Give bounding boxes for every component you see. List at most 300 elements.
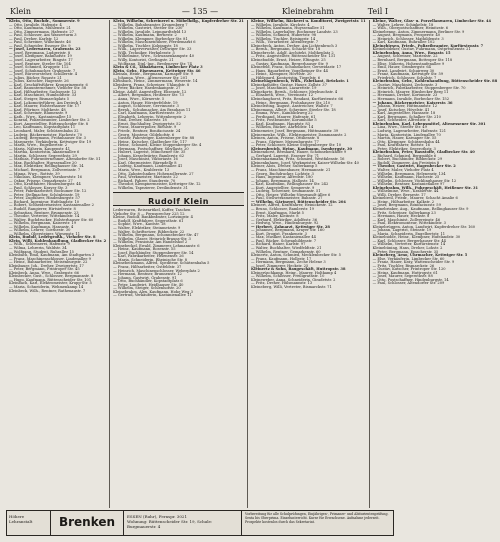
directory-entry: — Wilhelmine, Wwe., Krablerstr. 44 (372, 189, 439, 194)
directory-entry: — Wilhelm, Invalide, Kirchstr. 4 (250, 22, 310, 27)
directory-entry: Kleinehagenbrock, Wilh., Fabrikant, Brückstr. 1 (250, 79, 349, 84)
directory-entry: — Ludwig, Bäckermeister, Hachestr. 70 (9, 132, 83, 137)
directory-entry: — Josef, Lederwaren, Grabenstr. 23 (9, 47, 81, 52)
directory-entry: Kleinemenke, Wilh., Elektromeister, Dammannstr. 2 (250, 132, 347, 137)
directory-entry: — Wilhelm, Vertreter, Kurfürstenstr. 14 (372, 242, 446, 247)
directory-entry: — Rudolf, Zimmerer, Am Freistein 8 (372, 160, 440, 165)
directory-entry: — Sophie, Wwe., Kantstr. 18 (113, 222, 166, 227)
directory-entry: — Heinr., Schmied, Kleine Stoppenberger Str. 4 (113, 143, 202, 148)
ad-brand-name: Brenken (51, 511, 124, 535)
ad-fine-print: Vorbereitung für alle Schulprüfungen, Einjährigen-, Primaner- und Abiturientenprüfung. Sexta bis Oberprima. Einzelunterricht. Kurse für Erwachsene. Aufnahme jederzeit. Prospekte kostenlos durch das Sekretariat. (245, 512, 389, 524)
directory-entry: Kleinemann, Albert, Schreiner, Steeler Str. 18 (250, 107, 336, 112)
directory-entry: Kleine, Rudolf, Bankbeamter, Lortzingstr. 4 (113, 215, 193, 220)
directory-entry: — Maria, Näherin, Kaupenstr. 41 (9, 146, 71, 151)
directory-entry: — Mathias, Fuhrunternehmer, Altendorfer Str. 51 (9, 157, 101, 162)
directory-entry: — Julius, Bäcker, Rosastr. 21 (9, 75, 62, 80)
directory-entry: — Johanna, Wwe., Altenessener Str. 201 (113, 75, 188, 80)
directory-entry: — Karl, Maurer, Holsterhauser Str. 17 (9, 104, 80, 109)
directory-entry: — Peter, Landwirt, Heidhauser Str. 40 (113, 282, 184, 287)
directory-entry: — Gustav, Maschinist, Zechenstr. 3 (372, 82, 438, 87)
directory-entry: — Karl, Bauunternehmer, Viehofer Str. 58 (9, 86, 87, 91)
directory-entry: — Gustav, Kaufmann, Bergerhauser Str. 9 (250, 61, 328, 66)
directory-entry: — Ludwig, Bergmann, Frohnhauser Str. 3 (9, 136, 86, 141)
directory-entry: Kleinert, Alfred, Kraftfahrer, Heinickestr. 12 (250, 203, 333, 208)
directory-entry: Viehofer Str. 8 — Fernsprecher 225 12 (113, 211, 185, 216)
directory-entry: Kleinbecker, Gust., Schlosser, Bergmannstr. 8 (9, 274, 94, 279)
directory-entry: — Hans, Bauarbeiter, Vogelheimer Str. 44 (250, 68, 328, 73)
directory-entry: — Fritz, Angestellter, Rüttenscheider Str. 131 (250, 54, 336, 59)
directory-entry: — Josef, Buchbinder, Stoppenberger Str. 14 (113, 250, 194, 255)
directory-entry: — Wilh., Schreinerei, Hafenstr. 9 (9, 242, 70, 247)
directory-entry: — Hermann, Postschaffner, Sibyllastr. 20 (113, 146, 189, 151)
directory-entry: — Otto, Heizer, Wilhelm-Nieswandt-Allee 6 (250, 192, 331, 197)
directory-entry: — Heinr., Bergmann, Frohnhauser Str. 210 (250, 100, 331, 105)
directory-entry: — Wilhelm, Rentner, Gemarkenstr. 60 (250, 249, 321, 254)
directory-entry: — Rudolf, Kraftfahrer, Segerothstr. 61 (113, 218, 184, 223)
directory-entry: — Fritz, Postbeamter, Korumhöhe 5 (250, 118, 317, 123)
directory-entry: — Gertrud, Verkäuferin, Kastanienallee 11 (113, 293, 192, 298)
directory-entry: Kleinebrecht, Adolf, Architekt, Moltkeplatz 2 (250, 50, 334, 55)
directory-entry: — Josef, Klempner, Bahnhofstr. 19 (9, 54, 72, 59)
directory-entry: — Fritz, Tischler, Bismarckstr. 26 (372, 263, 435, 268)
directory-entry: — Oskar, Friseur, Gemarkenstr. 27 (9, 178, 73, 183)
directory-entry: — Wilhelm, Kaufmann, Hansastr. 4 (9, 224, 74, 229)
directory-entry: — Peter, Bäcker, Haedenkampstr. 27 (113, 86, 181, 91)
directory-entry: — Hermann, Rentner, Brunnenstr. 12 (113, 272, 182, 277)
directory-entry: — Wilhelmine, Wwe., Schwanenkampstr. 40 (113, 54, 195, 59)
directory-entry: — Wilhelm, Rentner, Kastanienallee 97 (372, 182, 445, 187)
directory-entry: — Otto, Invalide, Hafenstr. 4 (9, 22, 62, 27)
directory-entry: — Wilhelm, Lehrer, Goethestr. 30 (9, 228, 71, 233)
directory-entry: — Ludwig, Kaufmann, Lindenallee 41 (113, 164, 183, 169)
directory-entry: — Walter, Buchhalter, Wiedfeldtstr. 21 (250, 246, 322, 250)
directory-entry: — Wilhelm, Kaufmann, Huyssenallee 51 (250, 26, 325, 31)
directory-entry: — Johann, Heizer, Hüttmannstr. 12 (372, 104, 438, 109)
ad-address-line-2: Wohnung: Rüttenscheider Str. 19, Schule: Burgmauerstr. 4 (127, 519, 213, 529)
directory-entry: Kleinertz & Sohn, Baugeschäft, Huttropstr. 38 (250, 267, 346, 272)
directory-entry: — Albert, Bergmann, Heißener Str. 73 (113, 93, 184, 98)
directory-entry: Kleinebenne, Anton, Zimmermann, Berliner Str. 9 (372, 29, 465, 34)
directory-entry: — Leonhard, Maler, Schützenbahn 32 (9, 128, 79, 133)
directory-entry: — Karl, Obermeister, Bärendelle 8 (113, 160, 177, 165)
column-1 (6, 20, 109, 508)
directory-entry: — Richard, Fahrer, Stauderstr. 70 (113, 178, 176, 183)
directory-entry: — Gustav, Kutscher, Frintroper Str. 120 (372, 267, 446, 272)
directory-entry: — Margarete, Verkäuferin, Kettwiger Str. 19 (9, 139, 92, 144)
directory-entry: — Josef, Kutscher, Hövelstr. 41 (372, 107, 430, 112)
directory-entry: Kleinekorte, Bernh., Schlosser, Meybuschstr. 4 (250, 89, 338, 94)
directory-entry: Kleinekathöfer, Gustav, Hauer, Zollstr. 37 (250, 82, 327, 87)
directory-entry: — August, Schlosser, Gervinusstr. 3 (113, 104, 179, 109)
directory-entry: — Wilhelm, Tapezierer, Dreilindenstr. 31 (113, 185, 188, 190)
directory-entry: — Wilhelm, Invalide, Leimgardtsfeld 13 (113, 29, 187, 34)
directory-entry: — Sebastian, Rentner, Brunnenstr. 23 (9, 210, 79, 215)
directory-entry: — Paul, Dreher, Karlstr. 12 (9, 36, 59, 41)
directory-entry: — Karl, Hilfsarbeiter, Sachsenstr. 12 (9, 89, 77, 94)
directory-entry: — Walter, Elektriker, Steinmetzstr. 9 (113, 225, 181, 230)
directory-entry: — Karl, Maschinist, Humboldtstr. 33 (9, 93, 77, 98)
directory-entry: — Wolfgang, Dipl.-Ing., Bredeneyer Str. 74 (113, 61, 192, 66)
header-page-number: — 135 — (181, 7, 219, 16)
directory-entry: — Maria, Wwe., Krablerstr. 13 (113, 167, 170, 172)
header-section: Teil I (367, 7, 388, 16)
directory-entry: — Gustav, Fahrsteiger, Katernberger Str. 88 (113, 136, 195, 141)
directory-entry: — Konrad, Polizeibeamter, Limbecker Str. 2 (9, 118, 90, 123)
directory-entry: — Kurt, Angestellter, Rüttenscheider Str. 8 (9, 121, 89, 126)
directory-entry: Kleinbeck, Anna, Wwe., Grabenstr. 66 (9, 270, 79, 275)
directory-entry: — Heinr., Bahnarbeiter, Meisenburgstr. 22 (9, 260, 88, 265)
directory-entry: — Otto, Klempner, Schützenbahn 44 (372, 139, 440, 144)
directory-entry: Kleinberg, Franz, Schreiner, Uhlandstr. 8 (113, 82, 190, 87)
directory-entry: Kleinenkuhnen, Josef, Werkmeister, Kaiser-Wilhelm-Str. 40 (250, 160, 359, 165)
directory-entry: — Else, Verkäuferin, Limbecker Str. 60 (372, 256, 445, 261)
directory-entry: — Paul, Werkmeister, Martinstr. 22 (113, 175, 178, 180)
directory-entry: — Otto, Kraftfahrer, Hindenburgstr. 44 (9, 182, 81, 187)
directory-entry: Klein, Gebr., Eisenwaren, Kettwiger Str. 46 (113, 68, 201, 73)
directory-entry: — Emil, Hauer, Grimbergstr. 64 (372, 65, 431, 70)
directory-entry: Klein, Rudolf, Ledergroßh., Viehofer Str. 8 (9, 235, 96, 240)
directory-entry: Kleinebeckmann, Alfred, Spediteur, Schützenbahn 5 (113, 261, 210, 266)
directory-entry: — Friedrich, Schlosser, Schulstr. 7 (372, 75, 437, 80)
directory-entry: Kleinebrahm, Alex, Kaufmann, Hohe Weg 3 (113, 289, 193, 294)
directory-entry: — Ludwig, Schreiner, Seumannstr. 51 (250, 189, 321, 194)
directory-entry: — Paul, Schneider, Essener Str. 9 (9, 43, 71, 48)
directory-entry: — Max, Buchhalter, Huyssenallee 20 (9, 160, 77, 165)
directory-entry: — Paul, Schlosser, Altendorfer Str. 209 (372, 281, 445, 286)
directory-entry: — Leo, Kaufmann, Kopstadtplatz 11 (9, 125, 76, 130)
page-header (6, 6, 394, 19)
directory-entry: Kleinefeld, Franz, Schuhmacher, Gerswidastr. 17 (250, 65, 342, 70)
directory-entry: — Hermann, Invalide, Borbecker Str. 152 (372, 97, 450, 102)
directory-entry: — Friedr., Rentner, Bonifaciusstr. 24 (113, 128, 181, 133)
directory-entry: — Kath., Wwe., Kastanienallee 15 (9, 114, 72, 119)
directory-entry: Kleineberg, Arno, Uhrmacher, Kettwiger Str. 5 (372, 253, 468, 258)
directory-entry: — Franz, Hilfsarbeiter, Ostfeldstr. 37 (113, 265, 182, 269)
directory-entry: — Maria, Wwe., Engelbertstr. 2 (9, 143, 68, 148)
directory-entry: — Heinr., Kutscher, Gladbecker Str. 117 (113, 139, 187, 144)
directory-entry: Kleinenhammann, Fritz, Schmied, Westfalenstr. 16 (250, 157, 345, 162)
directory-entry: — Hermann, Bergmann, Zeche Helene 3 (250, 260, 326, 265)
directory-entry: — Fritz, Maler, Kleinstr. 8 (250, 214, 299, 219)
directory-entry: — Karl, Fabrikarbeiter, Helenenstr. 26 (113, 254, 184, 259)
directory-entry: — Heinrich, Schlosser, Mathildenstr. 3 (372, 36, 444, 41)
directory-entry: — Heinr., Hilfsarbeiter, Kalkstr. 2 (372, 199, 435, 204)
directory-entry: — Paul, Schlosser, Krayer Str. 3 (9, 185, 68, 190)
directory-entry: — Wilhelm, Klempner, Borbecker Str. 81 (113, 36, 188, 41)
directory-entry: — Josef, Zimmerer, Heckstr. 25 (250, 263, 309, 268)
directory-entry: — Franz, Kaufmann, Kettwiger Str. 59 (372, 72, 444, 77)
directory-entry: — Johann, Gastwirt, Grabenstr. 91 (113, 275, 177, 280)
directory-entry: Kleinertz, Anton, Schmied, Mecklenbecker Str. 5 (250, 253, 341, 258)
directory-entry: — Willi, Techniker, Herkulesstr. 5 (113, 50, 175, 55)
directory-entry: — Michael, Bergmann, Zollvereinstr. 7 (9, 167, 81, 172)
directory-entry: — Anna, Wwe., Körnerstr. 5 (113, 97, 165, 102)
directory-entry: — Josef, Lagerarbeiter, Ringstr. 17 (9, 58, 73, 63)
directory-entry: Kleinbach, Emil, Kaufmann, Am Stadtgarten 3 (9, 253, 95, 258)
directory-entry: Kleinelanghorst, Fritz, Rendant, Kurfürstenstr. 66 (250, 97, 343, 102)
directory-entry: — Maria, Schneiderin, Engelbertstr. 11 (372, 231, 446, 236)
directory-entry: — Maria, Kontoristin, Lindenallee 70 (372, 132, 441, 137)
directory-entry: — Karl, Schlosser, Bergerhauser Str. 44 (372, 238, 446, 243)
directory-entry: — Martha, Kontoristin, Akazienallee 6 (9, 150, 80, 155)
directory-entry: Kleinenbroich, Heinr., Kaufmann, Isenbergstr. 30 (250, 146, 353, 151)
directory-entry: — Karl, Schneider, Alfredistr. 6 (372, 118, 430, 123)
directory-entry: — Wolfgang, Student, Ruhrallee 15 (9, 249, 74, 254)
directory-entry: Kleiner, Alois, Dreher, Sulterkamp 5 (250, 164, 318, 169)
directory-entry: — Carl, Kaufmann, Kurfürstenstr. 30 (113, 111, 181, 116)
directory-entry: — Otto, Kaufmann, Mühlenstr. 21 (9, 26, 71, 31)
directory-entry: — Wilhelm, Bergmann, Helenenstr. 134 (372, 171, 446, 176)
directory-columns (6, 19, 498, 508)
directory-entry: — Fritz, Dreher, Hülsmannstr. 13 (250, 281, 313, 286)
directory-entry: Kleinebeck, Anton, Dreher, Am Lichtenbruch 3 (250, 43, 338, 48)
directory-entry: Kleinbeck, Wilh., Rentner, Rathenaustr. 7 (9, 288, 86, 293)
directory-entry: — Franz, Kaufmann, Hollestr. 17 (250, 256, 312, 261)
directory-entry: — Heinz, Kaufmann, Huttropstr. 61 (372, 270, 438, 275)
directory-entry: Kleinebreil, Friedr., Maurer, Schacht Amalie 6 (372, 196, 458, 201)
directory-entry: — Franz, Maurerpolier, Riehlstr. 9 (113, 125, 177, 130)
directory-entry: — Johann, Bergmann, Hallostr. 14 (250, 178, 314, 183)
directory-entry: — Walter, Lehrer, Schinkelstr. 18 (372, 22, 434, 27)
directory-entry: — Josef, Bürovorsteher, Schillerstr. 4 (9, 72, 78, 77)
directory-entry: Klein, Wilhelm, Schreinerei u. Möbelhdlg., Kupferdreher Str. 21 (113, 19, 244, 23)
directory-entry: — Heinrich, Maurer, Hinsbecker Berg 11 (372, 89, 449, 94)
directory-entry: — Theodor, Gastwirt, Hagenbecker Str. 2 (372, 164, 456, 169)
directory-entry: — Elisabeth, Lehrerin, Wittenbergstr. 2 (113, 114, 186, 119)
directory-entry: — Herbert, Zahnarzt, Kettwiger Str. 28 (250, 224, 330, 229)
header-left-keyword: Klein (10, 7, 31, 16)
directory-entry: — Lina, Wwe., Steeler Str. 49 (372, 125, 427, 130)
directory-entry: — Otto, Buchhändler, Kopstadtplatz 6 (113, 279, 183, 284)
directory-entry: Kleine, Adolf, Angestellter, Elisenstr. 12 (113, 89, 187, 94)
directory-entry: Klein, Willi, Kohlenhandlung, Gladbecker Str. 2 (9, 238, 107, 243)
directory-entry: Kleineweber, Anna, Schneiderin, Giradetstr. 2 (250, 277, 336, 282)
directory-entry: — Karl, Kaufmann, Ruhrallee 102 (372, 40, 435, 45)
directory-entry: — Peter, Schlosser, Kleine Stoppenberger Str. 10 (250, 143, 342, 148)
directory-entry: — Karl, Geschäftsführer, Kronprinzenstr. 6 (9, 82, 88, 87)
directory-entry: — Gerhard, Elektriker, Adolfsstr. 36 (250, 217, 318, 222)
directory-entry: — Hedwig, Wwe., Hindenburgstr. 92 (250, 221, 319, 226)
directory-entry: — Kurt, Drogist, Frankenstr. 3 (250, 231, 307, 236)
directory-entry: — Nikolaus, Klempner, Varnhorststr. 16 (9, 175, 82, 180)
ad-address (124, 511, 242, 535)
directory-entry: — Anton, Hauer, Hörsterfeldstr. 19 (113, 100, 178, 105)
directory-entry: Kleinebudde, Ernst, Heizer, Eltingstr. 25 (250, 58, 326, 63)
directory-entry: — Peter, Elektriker, Segerothstr. 3 (372, 146, 436, 151)
directory-entry: Kleinebrüggen, Anton, Landwirt, Kupferdreher Str. 160 (372, 224, 476, 229)
directory-entry: — Karl, Angestellter, Hansastr. 18 (372, 111, 436, 116)
directory-entry: — Bernhard, Bergmann, Bottroper Str. 118 (372, 58, 453, 63)
directory-entry: — Wilhelm, Tischler, Beisingstr. 14 (250, 36, 316, 41)
directory-entry: — Fritz, Schreiner, Sulterkamp 23 (372, 210, 436, 215)
directory-entry: — Hermann, Hauer, Heckstr. 8 (372, 214, 430, 219)
directory-entry: — Martin, Schlosser, Segerothstr. 29 (9, 153, 77, 158)
directory-entry: — Johann, Lagerist, Steinstr. 19 (372, 228, 432, 233)
directory-entry: — Josef, Maschinist, Lazarettstr. 19 (250, 86, 317, 91)
directory-entry: Kleinebudde, Heinr., Klempner, Hufelandstr. 30 (372, 235, 461, 240)
directory-entry: — Peter, Fabrikarbeiter, Bochumer Str. 12 (9, 189, 87, 194)
directory-entry: — Hermann, Dreher, Kortumstr. 23 (372, 93, 438, 98)
directory-entry: Kleinebrahm, Gebr., Kohlenhandlung, Rüttenscheider Str. 88 (372, 79, 498, 84)
directory-entry: Kleinbach, Karl, Elektromeister, Krupp-Str. 5 (9, 281, 92, 286)
directory-entry: Lederwaren, Reiseartikel, Koffer, Taschen (113, 208, 191, 213)
ad-school-label (7, 511, 51, 535)
directory-entry: Kleinebrahm, Peter, Baustoffe, Gladbecker Str. 40 (372, 150, 475, 155)
directory-entry: — Elisabeth, Wwe., Vereinsstr. 12 (250, 93, 314, 98)
directory-entry: — Emil, Dreher, Sälzerstr. 18 (113, 118, 167, 123)
directory-entry: — Emma, Wwe., Kamblickweg 22 (250, 111, 313, 116)
directory-entry: — Karl, Lokomotivführer, Am Dreieck 1 (9, 100, 82, 105)
directory-entry: — Otto, Zimmermann, Hafenstr. 27 (9, 29, 74, 34)
directory-entry: — Karl, Maschinist, Zollvereinstr. 46 (372, 217, 441, 222)
directory-entry: — Wilh., Oberpostschaffner, Heinitzstr. 6 (372, 26, 449, 31)
directory-entry: — Ernst, Landwirt, Schuirweg 30 (372, 68, 435, 73)
directory-entry: — Peter, Stellmacher, Schönleinstr. 19 (9, 192, 80, 197)
directory-entry: — Josef, Bergmann, Bonifaciusstr. 59 (372, 203, 441, 208)
directory-entry: — Franz, Maschinenschlosser, Lindenallee 9 (9, 256, 91, 261)
column-2 (109, 20, 247, 508)
directory-entry: — Martin, Hauer, Karnaper Str. 55 (372, 136, 437, 141)
directory-entry: — Elise, Näherin, Hohenstaufenallee 9 (372, 61, 445, 66)
directory-entry: — Franz, Gärtner, Meisenburgstr. 77 (250, 139, 319, 144)
ad-small-line-1: Höhere (9, 514, 25, 519)
directory-entry: — Robert, Buchbinder, Ribbeckstr. 29 (372, 157, 443, 162)
directory-entry: — Walter, Schriftsetzer, Ribbeckstr. 22 (113, 229, 185, 234)
directory-entry: — Ernst, Kaufmann, Markt 5 (250, 210, 304, 215)
directory-entry: — Johann, Kesselwärter, Bamlerstr. 62 (113, 153, 185, 158)
directory-entry: — Paul, Stellwerksmeister, Bahnstr. 27 (250, 196, 323, 201)
directory-entry: — Willi, Dreher, Bernestr. 17 (372, 192, 426, 197)
directory-entry: — Karl, Steiger, Bismarckplatz 5 (9, 97, 70, 102)
directory-entry: Kleinendorst, Bernhard, Hauer, Schonnebeckhöfe 9 (250, 150, 347, 155)
directory-entry: Kleinebiesen, Friedr., Polizeibeamter, Kurfürstenstr. 7 (372, 43, 484, 48)
column-3 (247, 20, 369, 508)
directory-entry: Kleinen, Anton, Friseur, Ottilienstr. 8 (250, 136, 320, 141)
directory-entry: Kleinebrahm, Karl, Lebensmittel, Altenessener Str. 301 (372, 121, 486, 126)
directory-entry: — Karl, Kaufmann, Rellinghauser Str. 242 (250, 182, 329, 187)
directory-entry: — Franz, Maschinenbauer, Hermannstr. 21 (250, 167, 331, 172)
directory-entry: — Josef, Schmied, Kruppstr. 112 (9, 65, 69, 70)
directory-entry: — Wilhelm, Pensionär, Am Handelshof 2 (113, 240, 188, 245)
directory-entry: — Hubert, Lagerist, Münchener Str. 35 (113, 150, 186, 155)
directory-entry: — Paul, Schlosser, Am Wasserturm 3 (9, 33, 77, 38)
directory-entry: — Heinrich, Maschinenschlosser, Weberplatz 2 (113, 268, 200, 273)
directory-entry: — Richard, Ingenieur, Hufelandstr. 10 (9, 199, 80, 204)
directory-entry: — Karl, Schreiner, Blumenstr. 9 (9, 111, 68, 116)
directory-entry: — Richard, Hauer, Karlstr. 97 (250, 242, 306, 247)
directory-entry: — Max, Elektriker, Rellinghauser Str. 14 (9, 164, 84, 169)
directory-entry: — Johann, Bäckermeister, Kaiserstr. 36 (372, 100, 453, 105)
ad-address-line-1: ESSEN (Ruhr), Fernspr. 3021 (127, 514, 187, 519)
directory-entry: — Josef, Rentner, Steeler Str. 104 (9, 61, 71, 66)
directory-entry: Kleinebeckel, Ewald, Zimmerer, Lehmannstr. 6 (113, 243, 200, 248)
directory-entry: — Wilhelm, Kaufmann, Hachestr. 25 (372, 175, 440, 180)
footer-advertisement (6, 510, 394, 536)
directory-entry: Kleinemeier, Josef, Bergmann, Hüttmannstr. 39 (250, 128, 339, 133)
directory-entry: Kleinbauer, Joh., Dreher, Zweigertstr. 17 (9, 263, 84, 268)
directory-entry: — Otto, Zahntechniker, Hohenzollernstr. 27 (113, 171, 194, 176)
directory-entry: — Josef, Maschinist, Viktoriastr. 16 (113, 157, 178, 162)
directory-entry: — Wilhelm, Bahnbeamter, Kronenberg 7 (113, 22, 188, 27)
directory-entry: — Walter, Buchdrucker, Holsterhauser Str. 60 (9, 217, 94, 222)
directory-entry: Kleinbach, Heinr., Zimmermann, Weserstr. 14 (113, 79, 198, 84)
directory-entry: — Richard, Schmied, Bergmühle 6 (372, 153, 437, 158)
directory-entry: — Maria, Schneiderin, Rheinische Str. 8 (113, 257, 188, 262)
directory-entry: — Wilhelm, Schmied, Hubertstr. 98 (250, 33, 317, 38)
ad-small-line-2: Lehranstalt (9, 519, 33, 524)
directory-entry: — Josef, Bergmann, Ludgeristr. 8 (9, 50, 71, 55)
directory-entry: — Wilhelm, Tischler, Kolpingstr. 18 (113, 43, 178, 48)
directory-entry: Kleineberg, Willi, Vertreter, Bismarckstr. 71 (250, 285, 332, 290)
directory-entry: — Theodor, Klempnermeister, Kettwiger Str. 12 (113, 182, 201, 187)
directory-entry: — Bernh., Bergmann, Schacht-Str. 18 (250, 47, 321, 52)
directory-entry: — Karl, Bergmann, Schalker Str. 210 (372, 114, 441, 119)
directory-entry: — Wilhelm, Gärtnerei, Rüttenscheider Str. 204 (250, 199, 346, 204)
directory-entry: — Gerhard, Lagerist, Essener Str. 71 (250, 153, 320, 158)
directory-entry: — Wilhelm, Bergmann, Schonnebecker Str. 47 (113, 233, 199, 238)
directory-entry: — Wilhelm, Obersteiger, Wiesenstr. 11 (9, 231, 81, 236)
header-right-keyword: Kleinebrahm (281, 7, 334, 16)
directory-entry: — Maria, Schneiderin, Wehmenkamp 14 (9, 285, 84, 290)
directory-entry: — Franz, Hauer, Kray, Wattenscheider Str. 9 (372, 260, 455, 265)
directory-entry: — Ferdinand, Maurer, Hafenstr. 61 (250, 114, 316, 119)
directory-entry: Kleinebüning, Hans, Dreher, Lohstr. 2 (372, 246, 443, 250)
directory-entry: — Otto, Postschaffner, Hindenburgstr. 14 (372, 277, 449, 282)
directory-entry: — Peter, Bergmann, Emscherstr. 35 (372, 249, 439, 254)
directory-entry: — Max, Musiker, Kastanienallee 44 (250, 235, 316, 240)
directory-entry: — Peter, Bergmann, Frintroper Str. 45 (9, 267, 80, 272)
directory-entry: — Rudolf, Rangierer, Hirtsieferstr. 8 (9, 206, 76, 211)
directory-entry: — Wilhelm, Bergmann, Kaiserstr. 19 (9, 221, 77, 226)
section-banner-title: Rudolf Klein (148, 197, 209, 207)
directory-entry: Kleinebrahm, Wilh., Fuhrgeschäft, Heißener Str. 31 (372, 185, 479, 190)
directory-entry: Kleine, Wilhelm, Bäckerei u. Konditorei, Zweigertstr. 11 (250, 19, 366, 23)
directory-entry: Klein, Otto, Buchdr., Sommerstr. 9 (9, 19, 80, 23)
directory-entry: — Wilh., Lagerverwalter, Dellwiger Str. 33 (113, 47, 192, 52)
directory-entry: — Wilhelm, Glaser, Heinrich-Brauns-Str. 3 (113, 236, 191, 241)
directory-entry: — Georg, Monteur, Gildehofstr. 6 (113, 132, 175, 137)
section-banner (113, 192, 244, 206)
directory-entry: — Willy, Kontorist, Gerlingstr. 21 (113, 58, 174, 63)
directory-entry: — Wilhelm, Gastwirt, Steeler Str. 230 (113, 26, 183, 31)
directory-entry: — Wilhelm, Lagerhalter, Bochumer Landstr. 23 (250, 29, 338, 34)
column-4 (369, 20, 500, 508)
directory-entry: — Wilhelm, Steiger, Schlenhofstr. 20 (113, 286, 181, 291)
directory-entry: Kleinebrahm, Anna, Wwe., Rosastr. 15 (372, 50, 451, 55)
directory-entry: — Kurt, Angestellter, Semperstr. 9 (250, 185, 315, 190)
directory-entry: Kleine, Walter, Glas- u. Porzellanwaren, Limbecker Str. 44 (372, 19, 492, 23)
directory-entry: Kleinerüschkamp, Heinr., Maurer, Holtkamp 4 (250, 270, 337, 275)
directory-entry: — Minna, Wwe., Rottstr. 39 (9, 171, 60, 176)
directory-entry: — Paul, Bäcker, Schwanhildenstr. 7 (250, 238, 317, 243)
directory-entry: — Karl, Kaufmann, Hauptstr. 83 (250, 121, 310, 126)
directory-entry: — August, Schreiner, Marienstr. 22 (372, 54, 438, 59)
directory-entry: — Josef, Schuhmacher, Grabenstr. 7 (9, 68, 76, 73)
directory-entry: — Wilma, Lehrerin, Waldstr. 34 (9, 246, 67, 250)
directory-entry: Kleineleiting, August, Anstreicher, Wallstr. 7 (250, 104, 333, 109)
directory-entry: — Bruno, Schlosser, Bamlerstr. 19 (250, 206, 314, 211)
directory-entry: — Johannes, Bergmann, Krayer Str. 160 (250, 228, 325, 233)
directory-entry: — Paul, Kraftfahrer, Rottstr. 16 (372, 143, 430, 148)
directory-entry: — Ludwig, Lagerarbeiter, Hafenstr. 121 (372, 128, 447, 133)
directory-entry: — Robert, Schneidermeister, Kastanienallee 2 (9, 203, 94, 208)
directory-entry: — Paul, Schreiner, Wilhelmstr. 46 (9, 40, 71, 45)
directory-entry: — Julius, Kutscher, Hagenstr. 26 (9, 79, 69, 84)
directory-entry: Kleinau, Heinr., Bergmann, Karnaper Str. 9 (113, 72, 193, 77)
directory-entry: — Wilhelm, Maschinenführer, Pferdemarkt 6 (113, 40, 196, 45)
directory-entry: — Bernh., Schuhmacher, Am Brauhaus 11 (113, 107, 191, 112)
directory-entry: — August, Bergmann, Prosperstr. 40 (372, 33, 441, 38)
